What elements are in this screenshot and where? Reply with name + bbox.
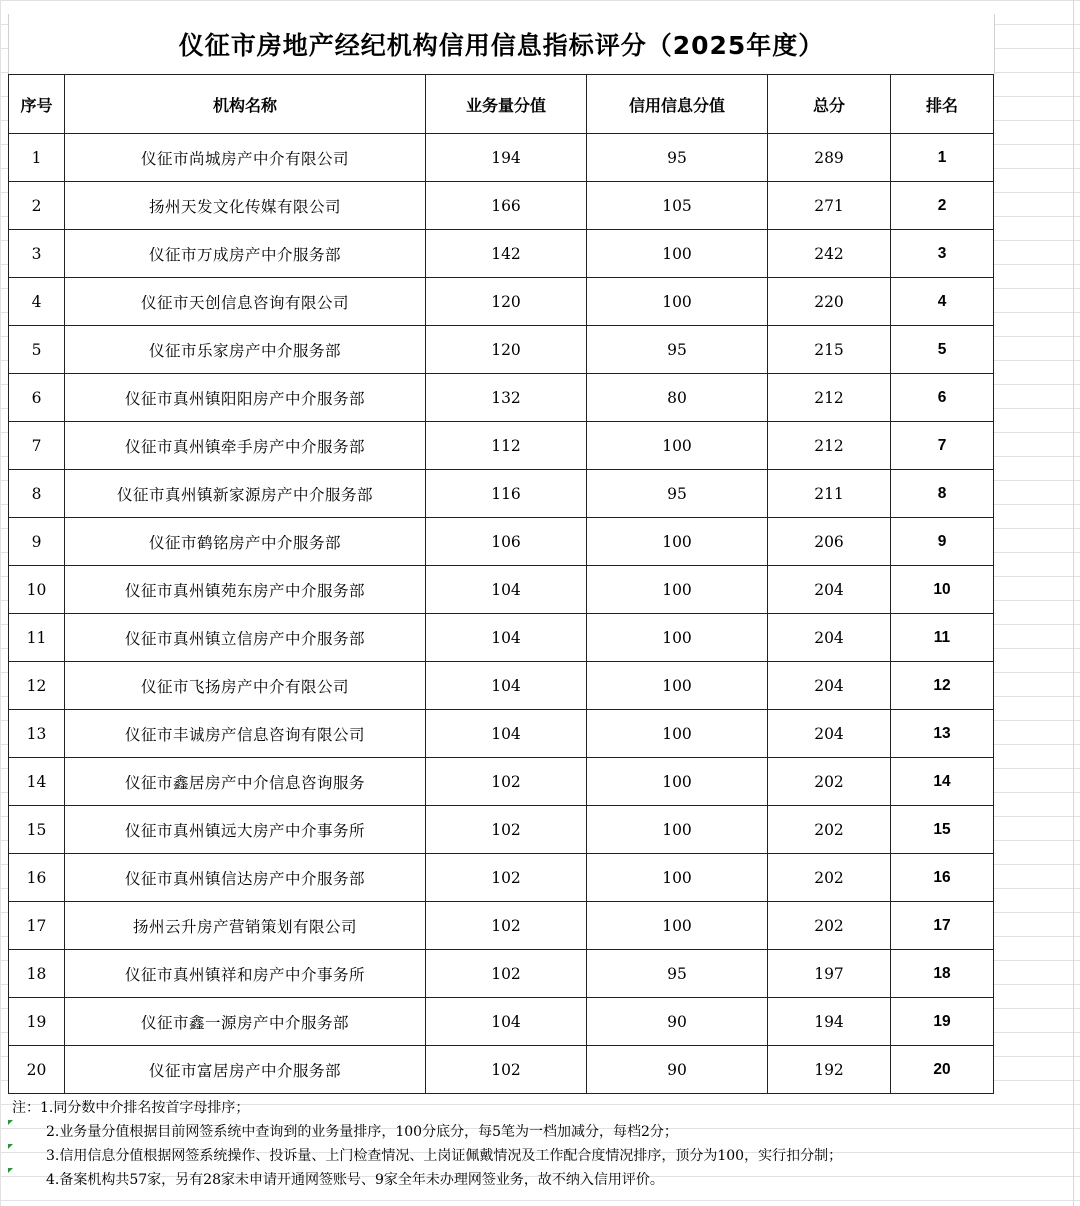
cell-name: 仪征市真州镇祥和房产中介事务所 <box>65 950 426 998</box>
cell-credit-score: 100 <box>587 758 768 806</box>
cell-total-score: 194 <box>768 998 891 1046</box>
cell-business-score: 106 <box>426 518 587 566</box>
cell-business-score: 112 <box>426 422 587 470</box>
cell-business-score: 116 <box>426 470 587 518</box>
cell-total-score: 204 <box>768 710 891 758</box>
cell-index: 13 <box>9 710 65 758</box>
column-gridline <box>1073 0 1074 1206</box>
cell-rank: 1 <box>891 134 994 182</box>
cell-name: 仪征市万成房产中介服务部 <box>65 230 426 278</box>
cell-name: 仪征市富居房产中介服务部 <box>65 1046 426 1094</box>
table-row <box>9 950 994 998</box>
table-row <box>9 518 994 566</box>
cell-total-score: 202 <box>768 806 891 854</box>
footnotes <box>8 1096 1068 1192</box>
cell-index: 3 <box>9 230 65 278</box>
cell-rank: 15 <box>891 806 994 854</box>
cell-total-score: 212 <box>768 374 891 422</box>
cell-rank: 9 <box>891 518 994 566</box>
cell-rank: 8 <box>891 470 994 518</box>
cell-credit-score: 100 <box>587 662 768 710</box>
cell-index: 9 <box>9 518 65 566</box>
cell-business-score: 104 <box>426 998 587 1046</box>
table-row <box>9 902 994 950</box>
cell-total-score: 204 <box>768 614 891 662</box>
cell-total-score: 212 <box>768 422 891 470</box>
cell-name: 仪征市鹤铭房产中介服务部 <box>65 518 426 566</box>
note-4: 4.备案机构共57家，另有28家未申请开通网签账号、9家全年未办理网签业务，故不纳入信用评价。 <box>8 1168 1068 1192</box>
cell-name: 仪征市天创信息咨询有限公司 <box>65 278 426 326</box>
cell-name: 仪征市真州镇牵手房产中介服务部 <box>65 422 426 470</box>
cell-total-score: 202 <box>768 758 891 806</box>
cell-business-score: 102 <box>426 950 587 998</box>
cell-index: 17 <box>9 902 65 950</box>
cell-credit-score: 100 <box>587 902 768 950</box>
note-1: 注：1.同分数中介排名按首字母排序； <box>12 1100 250 1116</box>
cell-name: 扬州天发文化传媒有限公司 <box>65 182 426 230</box>
title-cell <box>8 14 995 74</box>
cell-rank: 16 <box>891 854 994 902</box>
cell-total-score: 242 <box>768 230 891 278</box>
cell-business-score: 102 <box>426 758 587 806</box>
header-name: 机构名称 <box>65 75 426 134</box>
cell-credit-score: 95 <box>587 950 768 998</box>
cell-index: 20 <box>9 1046 65 1094</box>
cell-index: 8 <box>9 470 65 518</box>
cell-total-score: 211 <box>768 470 891 518</box>
cell-rank: 4 <box>891 278 994 326</box>
cell-credit-score: 100 <box>587 854 768 902</box>
cell-business-score: 102 <box>426 806 587 854</box>
cell-name: 仪征市真州镇立信房产中介服务部 <box>65 614 426 662</box>
cell-index: 5 <box>9 326 65 374</box>
cell-name: 仪征市真州镇新家源房产中介服务部 <box>65 470 426 518</box>
cell-credit-score: 100 <box>587 614 768 662</box>
table-row <box>9 326 994 374</box>
header-credit-score: 信用信息分值 <box>587 75 768 134</box>
cell-rank: 14 <box>891 758 994 806</box>
cell-index: 14 <box>9 758 65 806</box>
cell-name: 仪征市鑫一源房产中介服务部 <box>65 998 426 1046</box>
cell-name: 仪征市真州镇苑东房产中介服务部 <box>65 566 426 614</box>
cell-credit-score: 95 <box>587 326 768 374</box>
table-row <box>9 758 994 806</box>
cell-rank: 12 <box>891 662 994 710</box>
cell-credit-score: 90 <box>587 1046 768 1094</box>
table-row <box>9 1046 994 1094</box>
cell-name: 仪征市真州镇信达房产中介服务部 <box>65 854 426 902</box>
cell-total-score: 220 <box>768 278 891 326</box>
cell-credit-score: 100 <box>587 710 768 758</box>
cell-rank: 5 <box>891 326 994 374</box>
cell-business-score: 194 <box>426 134 587 182</box>
cell-total-score: 289 <box>768 134 891 182</box>
cell-business-score: 102 <box>426 902 587 950</box>
note-2: 2.业务量分值根据目前网签系统中查询到的业务量排序，100分底分，每5笔为一档加减分，每档2分； <box>8 1120 1068 1144</box>
ranking-table <box>8 74 994 1094</box>
cell-credit-score: 105 <box>587 182 768 230</box>
cell-rank: 6 <box>891 374 994 422</box>
cell-rank: 18 <box>891 950 994 998</box>
cell-rank: 19 <box>891 998 994 1046</box>
cell-credit-score: 100 <box>587 518 768 566</box>
table-row <box>9 614 994 662</box>
cell-credit-score: 90 <box>587 998 768 1046</box>
cell-business-score: 104 <box>426 662 587 710</box>
cell-rank: 7 <box>891 422 994 470</box>
cell-index: 4 <box>9 278 65 326</box>
page-title: 仪征市房地产经纪机构信用信息指标评分（2025年度） <box>178 31 825 60</box>
cell-business-score: 102 <box>426 854 587 902</box>
cell-index: 6 <box>9 374 65 422</box>
cell-index: 2 <box>9 182 65 230</box>
cell-rank: 13 <box>891 710 994 758</box>
cell-name: 仪征市乐家房产中介服务部 <box>65 326 426 374</box>
table-row <box>9 854 994 902</box>
header-rank: 排名 <box>891 75 994 134</box>
cell-index: 1 <box>9 134 65 182</box>
cell-business-score: 104 <box>426 614 587 662</box>
cell-rank: 10 <box>891 566 994 614</box>
cell-name: 仪征市丰诚房产信息咨询有限公司 <box>65 710 426 758</box>
table-row <box>9 374 994 422</box>
header-business-score: 业务量分值 <box>426 75 587 134</box>
cell-credit-score: 95 <box>587 134 768 182</box>
cell-total-score: 202 <box>768 902 891 950</box>
cell-business-score: 132 <box>426 374 587 422</box>
table-row <box>9 278 994 326</box>
table-row <box>9 662 994 710</box>
table-body <box>9 134 994 1094</box>
cell-rank: 11 <box>891 614 994 662</box>
cell-index: 12 <box>9 662 65 710</box>
cell-business-score: 120 <box>426 326 587 374</box>
cell-rank: 3 <box>891 230 994 278</box>
cell-total-score: 197 <box>768 950 891 998</box>
header-row <box>9 75 994 134</box>
cell-total-score: 192 <box>768 1046 891 1094</box>
cell-name: 仪征市真州镇远大房产中介事务所 <box>65 806 426 854</box>
header-total-score: 总分 <box>768 75 891 134</box>
cell-rank: 2 <box>891 182 994 230</box>
cell-total-score: 204 <box>768 566 891 614</box>
cell-index: 10 <box>9 566 65 614</box>
cell-credit-score: 100 <box>587 566 768 614</box>
cell-business-score: 104 <box>426 710 587 758</box>
cell-name: 仪征市尚城房产中介有限公司 <box>65 134 426 182</box>
cell-total-score: 206 <box>768 518 891 566</box>
cell-total-score: 215 <box>768 326 891 374</box>
cell-credit-score: 100 <box>587 422 768 470</box>
cell-index: 19 <box>9 998 65 1046</box>
cell-index: 11 <box>9 614 65 662</box>
cell-business-score: 120 <box>426 278 587 326</box>
cell-index: 15 <box>9 806 65 854</box>
table-row <box>9 710 994 758</box>
cell-index: 18 <box>9 950 65 998</box>
table-row <box>9 134 994 182</box>
cell-business-score: 166 <box>426 182 587 230</box>
cell-name: 仪征市真州镇阳阳房产中介服务部 <box>65 374 426 422</box>
table-row <box>9 470 994 518</box>
table-row <box>9 230 994 278</box>
table-row <box>9 422 994 470</box>
cell-total-score: 202 <box>768 854 891 902</box>
cell-name: 扬州云升房产营销策划有限公司 <box>65 902 426 950</box>
cell-credit-score: 95 <box>587 470 768 518</box>
cell-rank: 20 <box>891 1046 994 1094</box>
cell-credit-score: 100 <box>587 230 768 278</box>
cell-name: 仪征市飞扬房产中介有限公司 <box>65 662 426 710</box>
cell-total-score: 204 <box>768 662 891 710</box>
header-index: 序号 <box>9 75 65 134</box>
table-row <box>9 566 994 614</box>
cell-business-score: 102 <box>426 1046 587 1094</box>
cell-total-score: 271 <box>768 182 891 230</box>
cell-business-score: 142 <box>426 230 587 278</box>
cell-credit-score: 100 <box>587 806 768 854</box>
note-3: 3.信用信息分值根据网签系统操作、投诉量、上门检查情况、上岗证佩戴情况及工作配合度情况排序，顶分为100，实行扣分制； <box>8 1144 1068 1168</box>
table-row <box>9 806 994 854</box>
cell-rank: 17 <box>891 902 994 950</box>
cell-index: 16 <box>9 854 65 902</box>
cell-credit-score: 80 <box>587 374 768 422</box>
cell-business-score: 104 <box>426 566 587 614</box>
table-row <box>9 998 994 1046</box>
cell-index: 7 <box>9 422 65 470</box>
cell-name: 仪征市鑫居房产中介信息咨询服务 <box>65 758 426 806</box>
table-row <box>9 182 994 230</box>
cell-credit-score: 100 <box>587 278 768 326</box>
